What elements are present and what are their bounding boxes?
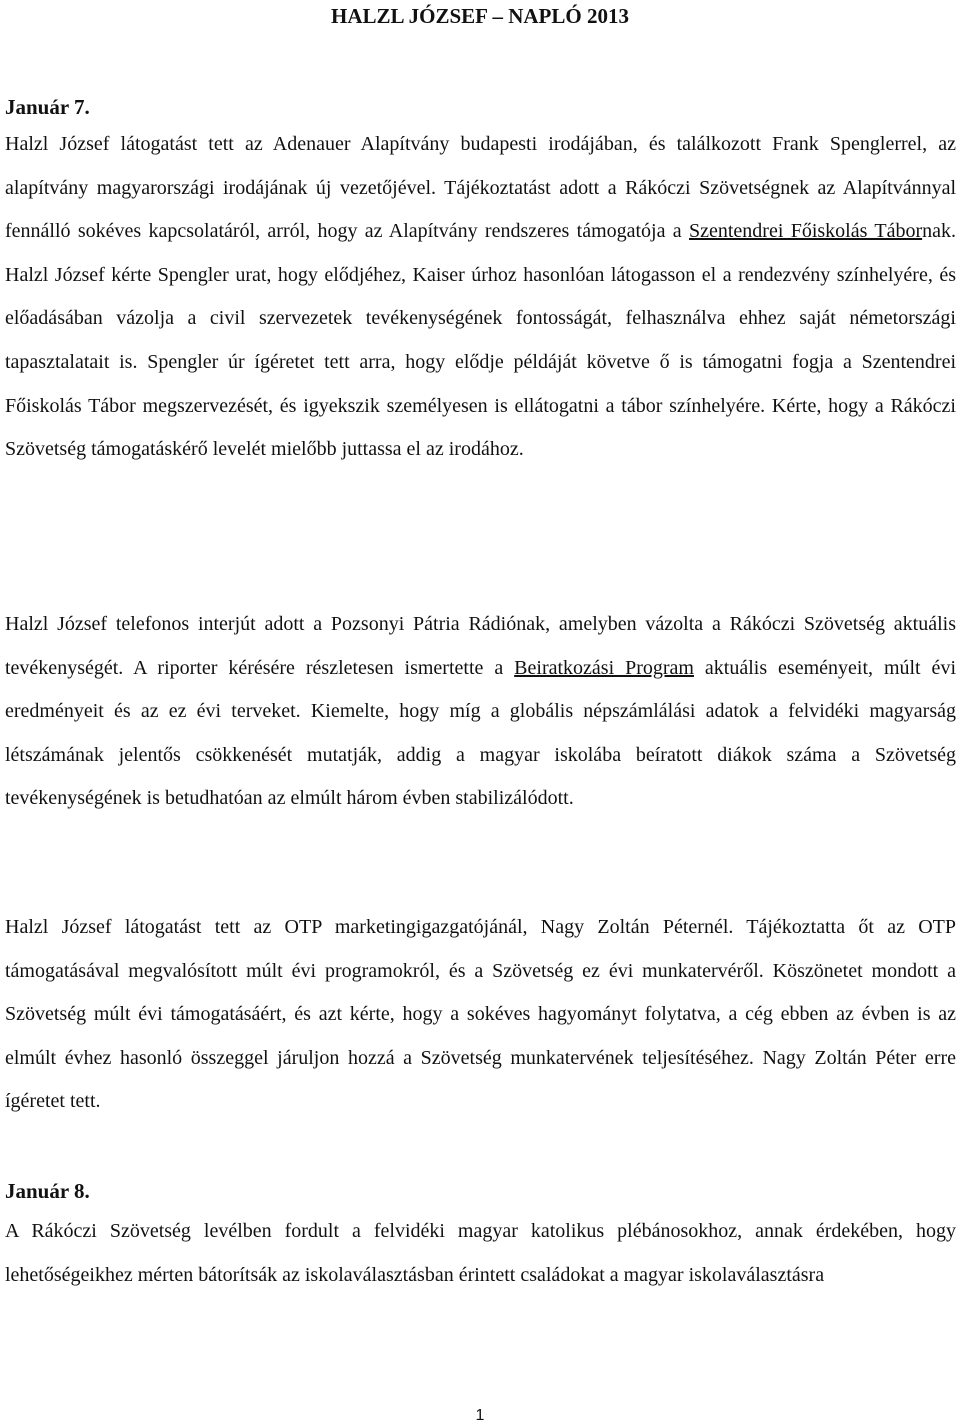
paragraph-text: Halzl József látogatást tett az Adenauer Alapítvány budapesti irodájában, és találkozott Frank Spenglerrel, az alapítvány magyarországi irodájának új vezetőjével. Tájékoztatást adott a Rákóczi Szövetségnek az Alapítvánnyal fennálló sokéves kapcsolatáról, arról, hogy az Alapítvány rendszeres támogatója a: [5, 133, 956, 243]
date-heading-jan-8: Január 8.: [5, 1179, 90, 1203]
paragraph-text: aktuális eseményeit, múlt évi eredményeit és az ez évi terveket. Kiemelte, hogy míg a globális népszámlálási adatok a felvidéki magyarság létszámának jelentős csökkenését mutatják, addig a magyar iskolába beíratott diákok száma a Szövetség tevékenységének is betudhatóan az elmúlt három évben stabilizálódott.: [5, 656, 956, 810]
document-title: HALZL JÓZSEF – NAPLÓ 2013: [331, 4, 629, 28]
entry-paragraph-adenauer: [5, 123, 956, 472]
paragraph-text: nak. Halzl József kérte Spengler urat, hogy elődjéhez, Kaiser úrhoz hasonlóan látogasson el a rendezvény színhelyére, és előadásában vázolja a civil szervezetek tevékenységének fontosságát, felhasználva ehhez saját németországi tapasztalatait is. Spengler úr ígéretet tett arra, hogy elődje példáját követve ő is támogatni fogja a Szentendrei Főiskolás Tábor megszervezését, és igyekszik személyesen is ellátogatni a tábor színhelyére. Kérte, hogy a Rákóczi Szövetség támogatáskérő levelét mielőbb juttassa el az irodához.: [5, 220, 956, 461]
link-beiratkozasi-program[interactable]: Beiratkozási Program: [514, 656, 694, 679]
entry-paragraph-patria-radio: [5, 603, 956, 821]
date-heading-jan-7: Január 7.: [5, 95, 90, 119]
link-szentendrei-tabor[interactable]: Szentendrei Főiskolás Tábor: [689, 220, 923, 243]
entry-paragraph-otp: Halzl József látogatást tett az OTP marketingigazgatójánál, Nagy Zoltán Péternél. Tájékoztatta őt az OTP támogatásával megvalósított múlt évi programokról, és a Szövetség ez évi munkatervéről. Köszönetet mondott a Szövetség múlt évi támogatásáért, és azt kérte, hogy a sokéves hagyományt folytatva, a cég ebben az évben is az elmúlt évhez hasonló összeggel járuljon hozzá a Szövetség munkatervének teljesítéséhez. Nagy Zoltán Péter erre ígéretet tett.: [5, 916, 956, 1113]
entry-paragraph-plebanosok: A Rákóczi Szövetség levélben fordult a felvidéki magyar katolikus plébánosokhoz, annak érdekében, hogy lehetőségeikhez mérten bátorítsák az iskolaválasztásban érintett családokat a magyar iskolaválasztásra: [5, 1220, 956, 1286]
paragraph-text: Halzl József telefonos interjút adott a Pozsonyi Pátria Rádiónak, amelyben vázolta a Rákóczi Szövetség aktuális tevékenységét. A riporter kérésére részletesen ismertette a: [5, 613, 956, 679]
page-number: 1: [475, 1407, 485, 1424]
